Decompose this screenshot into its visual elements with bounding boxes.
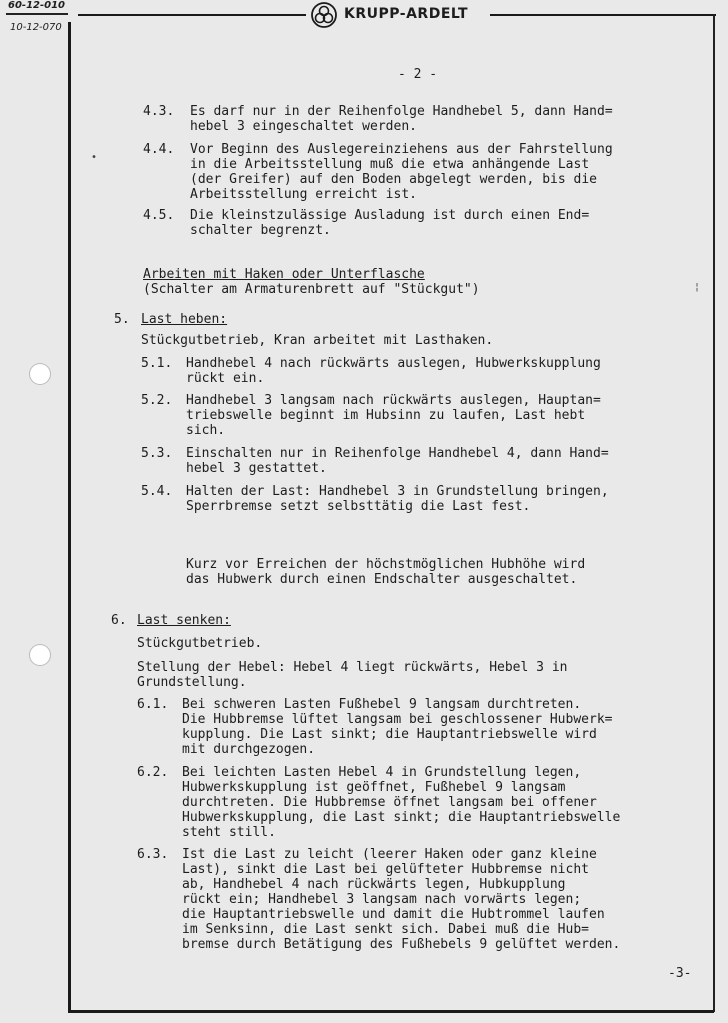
lever-position-line-2: Grundstellung. <box>137 675 247 690</box>
item-4-5-line-1: Die kleinstzulässige Ausladung ist durch einen End= <box>190 208 590 223</box>
item-5-4-line-2: Sperrbremse setzt selbsttätig die Last fest. <box>186 499 531 514</box>
section-5-title: Last heben: <box>141 312 228 327</box>
item-6-2-number: 6.2. <box>137 765 169 780</box>
section-5-intro: Stückgutbetrieb, Kran arbeitet mit Lasthaken. <box>141 333 494 348</box>
lever-position-line-1: Stellung der Hebel: Hebel 4 liegt rückwärts, Hebel 3 in <box>137 660 568 675</box>
frame-top-right <box>490 14 716 16</box>
item-6-2-line-4: Hubwerkskupplung, die Last sinkt; die Hauptantriebswelle <box>182 810 621 825</box>
item-5-3-line-2: hebel 3 gestattet. <box>186 461 327 476</box>
section-6-title: Last senken: <box>137 613 231 628</box>
item-5-1-number: 5.1. <box>141 356 173 371</box>
punch-hole-top <box>30 364 50 384</box>
item-4-3-line-1: Es darf nur in der Reihenfolge Handhebel 5, dann Hand= <box>190 104 613 119</box>
item-5-2-number: 5.2. <box>141 393 173 408</box>
item-6-3-line-5: die Hauptantriebswelle und damit die Hubtrommel laufen <box>182 907 605 922</box>
item-6-1-line-1: Bei schweren Lasten Fußhebel 9 langsam durchtreten. <box>182 697 582 712</box>
item-6-3-line-3: ab, Handhebel 4 nach rückwärts legen, Hubkupplung <box>182 877 566 892</box>
item-5-2-line-3: sich. <box>186 423 226 438</box>
section-6-intro: Stückgutbetrieb. <box>137 636 263 651</box>
item-6-3-line-7: bremse durch Betätigung des Fußhebels 9 gelüftet werden. <box>182 937 621 952</box>
item-6-2-line-5: steht still. <box>182 825 276 840</box>
item-4-5-number: 4.5. <box>143 208 175 223</box>
item-5-2-line-1: Handhebel 3 langsam nach rückwärts auslegen, Hauptan= <box>186 393 601 408</box>
item-6-3-number: 6.3. <box>137 847 169 862</box>
item-4-5-line-2: schalter begrenzt. <box>190 223 331 238</box>
brand-name: KRUPP-ARDELT <box>344 6 469 22</box>
item-6-3-line-1: Ist die Last zu leicht (leerer Haken oder ganz kleine <box>182 847 597 862</box>
item-4-3-number: 4.3. <box>143 104 175 119</box>
item-4-4-line-2: in die Arbeitsstellung muß die etwa anhängende Last <box>190 157 590 172</box>
item-5-1-line-1: Handhebel 4 nach rückwärts auslegen, Hubwerkskupplung <box>186 356 601 371</box>
item-6-1-line-4: mit durchgezogen. <box>182 742 316 757</box>
item-6-1-line-2: Die Hubbremse lüftet langsam bei geschlossener Hubwerk= <box>182 712 613 727</box>
section-5-note-line-2: das Hubwerk durch einen Endschalter ausgeschaltet. <box>186 572 578 587</box>
item-5-1-line-2: rückt ein. <box>186 371 265 386</box>
frame-bottom <box>68 1010 714 1013</box>
item-5-3-number: 5.3. <box>141 446 173 461</box>
item-6-2-line-2: Hubwerkskupplung ist geöffnet, Fußhebel 9 langsam <box>182 780 566 795</box>
item-4-3-line-2: hebel 3 eingeschaltet werden. <box>190 119 417 134</box>
punch-hole-bottom <box>30 645 50 665</box>
archive-code-1: 60-12-010 <box>8 0 66 11</box>
section-5-note-line-1: Kurz vor Erreichen der höchstmöglichen Hubhöhe wird <box>186 557 586 572</box>
hook-heading: Arbeiten mit Haken oder Unterflasche <box>143 267 425 282</box>
stray-mark-right: ¦ <box>694 282 701 293</box>
item-4-4-line-3: (der Greifer) auf den Boden abgelegt werden, bis die <box>190 172 597 187</box>
item-6-1-number: 6.1. <box>137 697 169 712</box>
krupp-rings-logo-icon <box>310 2 338 28</box>
item-5-4-line-1: Halten der Last: Handhebel 3 in Grundstellung bringen, <box>186 484 609 499</box>
item-5-4-number: 5.4. <box>141 484 173 499</box>
frame-left <box>68 22 71 1012</box>
item-6-2-line-1: Bei leichten Lasten Hebel 4 in Grundstellung legen, <box>182 765 582 780</box>
next-page-marker: -3- <box>668 966 692 981</box>
item-4-4-number: 4.4. <box>143 142 175 157</box>
item-6-3-line-6: im Senksinn, die Last senkt sich. Dabei muß die Hub= <box>182 922 589 937</box>
item-4-4-line-1: Vor Beginn des Auslegereinziehens aus der Fahrstellung <box>190 142 613 157</box>
frame-right <box>713 14 715 1012</box>
stray-mark-left: • <box>91 152 98 163</box>
item-4-4-line-4: Arbeitsstellung erreicht ist. <box>190 187 417 202</box>
archive-code-2: 10-12-070 <box>10 22 62 33</box>
item-6-3-line-2: Last), sinkt die Last bei gelüfteter Hubbremse nicht <box>182 862 589 877</box>
item-5-3-line-1: Einschalten nur in Reihenfolge Handhebel 4, dann Hand= <box>186 446 609 461</box>
page-number: - 2 - <box>398 67 438 82</box>
item-5-2-line-2: triebswelle beginnt im Hubsinn zu laufen, Last hebt <box>186 408 586 423</box>
archive-rule <box>6 13 68 15</box>
item-6-1-line-3: kupplung. Die Last sinkt; die Hauptantriebswelle wird <box>182 727 597 742</box>
item-6-2-line-3: durchtreten. Die Hubbremse öffnet langsam bei offener <box>182 795 597 810</box>
frame-top-left <box>78 14 306 16</box>
item-6-3-line-4: rückt ein; Handhebel 3 langsam nach vorwärts legen; <box>182 892 582 907</box>
section-5-number: 5. <box>114 312 130 327</box>
hook-subheading: (Schalter am Armaturenbrett auf "Stückgut") <box>143 282 480 297</box>
section-6-number: 6. <box>111 613 127 628</box>
